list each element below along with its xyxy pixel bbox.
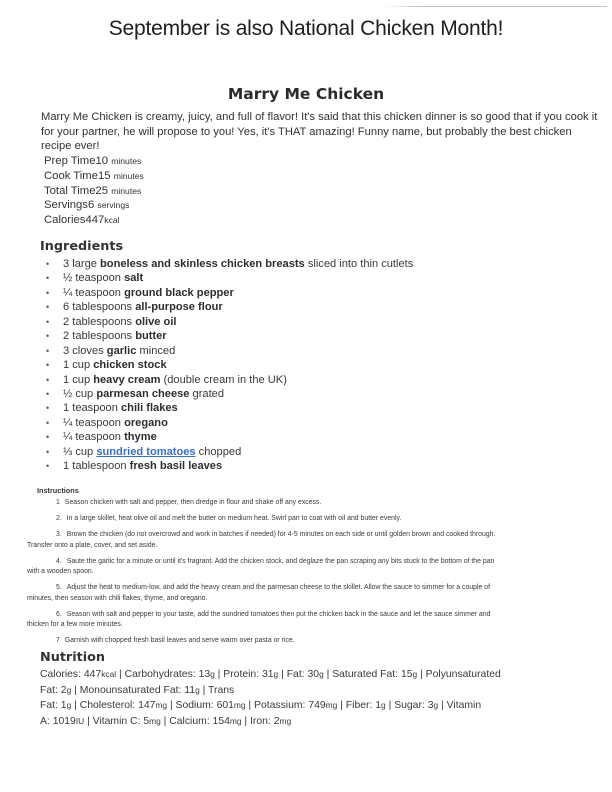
ingredient-item (46, 271, 413, 285)
ingredient-name: parmesan cheese (96, 387, 190, 400)
nutrient-label: Fat: (40, 684, 61, 696)
ingredient-amount: 2 tablespoons (63, 315, 133, 328)
ingredient-name: chili flakes (121, 402, 178, 415)
nutrition-line (40, 667, 560, 683)
ingredients-list (46, 257, 413, 474)
meta-unit: minutes (111, 185, 142, 196)
nutrient-label: Saturated Fat: (332, 669, 401, 680)
meta-label: Total Time (44, 184, 96, 197)
meta-unit: kcal (104, 215, 120, 226)
ingredient-item (46, 344, 413, 358)
ingredient-amount: ½ cup (63, 387, 94, 400)
ingredient-amount: ¼ teaspoon (63, 286, 121, 299)
meta-total-time (44, 184, 144, 199)
nutrient-label: Vitamin (446, 700, 482, 711)
ingredient-item (46, 373, 413, 387)
nutrient-value: 15 (400, 669, 413, 680)
nutrient-unit: mg (279, 715, 292, 726)
nutrient-label: Fiber: (345, 700, 376, 711)
step-text-continued: thicken for a few more minutes. (27, 621, 123, 628)
bullet-icon: • (46, 432, 50, 443)
bullet-icon: • (46, 259, 50, 269)
instructions-heading: Instructions (37, 486, 79, 495)
instruction-step (27, 530, 576, 551)
meta-calories (44, 213, 144, 228)
nutrient-value: 13 (198, 669, 211, 680)
ingredient-note: chopped (198, 445, 242, 458)
nutrient-value: 1 (375, 700, 382, 711)
nutrient-separator: | (385, 700, 395, 711)
nutrient-label: A: (40, 715, 53, 727)
bullet-icon: • (46, 461, 50, 472)
ingredient-item (46, 430, 413, 444)
ingredient-amount: 1 cup (63, 373, 91, 386)
ingredient-amount: ½ teaspoon (63, 272, 121, 285)
nutrient-value: 601 (216, 700, 234, 711)
step-text-continued: Transfer onto a plate, cover, and set aside. (27, 541, 158, 549)
step-number: 5. (56, 584, 62, 591)
meta-value: 6 (87, 199, 95, 212)
step-number: 7 (56, 637, 60, 644)
ingredient-item (46, 387, 413, 401)
meta-label: Calories (44, 214, 86, 227)
ingredient-name: fresh basil leaves (129, 460, 223, 473)
nutrition-facts (40, 667, 560, 729)
nutrition-line (40, 698, 560, 714)
scan-artifact-line (385, 6, 607, 7)
nutrient-unit: g (66, 700, 72, 710)
ingredient-item (46, 459, 413, 473)
nutrient-value: 447 (83, 669, 102, 680)
ingredient-item (46, 416, 413, 430)
step-text-continued: minutes, then season with chili flakes, thyme, and oregano. (27, 594, 208, 602)
ingredient-name: oregano (124, 416, 168, 429)
ingredients-heading: Ingredients (40, 239, 124, 254)
ingredient-item (46, 300, 413, 314)
nutrient-unit: kcal (101, 669, 117, 679)
instruction-step (56, 498, 576, 509)
nutrient-value: 147 (138, 700, 156, 711)
instruction-step (27, 557, 576, 578)
nutrient-separator: | (337, 700, 346, 711)
ingredient-name: butter (135, 330, 167, 343)
meta-value: 10 (95, 155, 109, 167)
nutrient-separator: | (116, 669, 125, 680)
nutrient-label: Carbohydrates: (124, 669, 199, 680)
nutrient-unit: g (412, 669, 418, 679)
nutrient-unit: mg (325, 700, 338, 710)
nutrient-separator: | (167, 700, 176, 711)
bullet-icon: • (46, 446, 50, 457)
nutrient-value: 11 (184, 684, 196, 696)
nutrient-separator: | (438, 700, 447, 711)
ingredient-amount: ⅓ cup (63, 445, 94, 458)
step-text: Season chicken with salt and pepper, then dredge in flour and shake off any excess. (64, 499, 322, 506)
ingredient-name: all-purpose flour (135, 301, 223, 314)
ingredient-amount: 6 tablespoons (63, 301, 133, 314)
step-text: Brown the chicken (do not overcrowd and work in batches if needed) for 4-5 minutes on each side or until golden brown and cooked through. (66, 531, 496, 538)
nutrient-separator: | (323, 669, 333, 680)
instruction-step (56, 636, 576, 647)
nutrient-label: Protein: (223, 669, 262, 680)
ingredient-name: boneless and skinless chicken breasts (100, 258, 305, 270)
nutrient-value: 30 (307, 669, 320, 680)
ingredient-name: chicken stock (93, 359, 167, 372)
ingredient-amount: 1 teaspoon (63, 402, 118, 415)
ingredient-link[interactable]: sundried tomatoes (96, 445, 196, 458)
step-text: In a large skillet, heat olive oil and melt the butter on medium heat. Swirl pan to coat with oil and butter evenly. (66, 515, 402, 522)
nutrient-separator: | (199, 684, 209, 696)
ingredient-item (46, 286, 413, 300)
meta-value: 25 (95, 184, 109, 197)
ingredient-amount: 3 cloves (63, 344, 104, 357)
nutrient-separator: | (278, 669, 287, 680)
nutrient-label: Monounsaturated Fat: (79, 684, 185, 696)
bullet-icon: • (46, 287, 50, 298)
step-number: 4. (56, 557, 62, 565)
ingredient-item (46, 329, 413, 343)
ingredient-amount: 3 large (63, 258, 97, 270)
ingredient-name: thyme (124, 431, 157, 444)
bullet-icon: • (46, 417, 50, 428)
nutrient-unit: IU (75, 715, 85, 726)
nutrient-separator: | (417, 669, 426, 680)
bullet-icon: • (46, 273, 50, 284)
nutrient-separator: | (71, 700, 80, 711)
nutrient-label: Calories: (40, 669, 84, 680)
meta-unit: servings (97, 200, 130, 211)
nutrient-label: Sugar: (394, 700, 428, 711)
nutrition-line (40, 683, 560, 699)
step-number: 1 (56, 499, 60, 506)
meta-prep-time (44, 154, 144, 169)
meta-label: Prep Time (44, 155, 96, 167)
ingredient-note: sliced into thin cutlets (307, 258, 414, 270)
ingredient-note: minced (139, 344, 176, 357)
ingredient-amount: 1 tablespoon (63, 460, 127, 473)
instruction-step (56, 514, 576, 525)
instruction-step (27, 583, 576, 604)
ingredient-name: salt (124, 272, 144, 285)
nutrition-heading: Nutrition (40, 650, 106, 665)
meta-cook-time (44, 169, 144, 184)
nutrient-unit: g (273, 669, 279, 679)
nutrition-line (40, 714, 560, 730)
nutrient-value: 3 (427, 700, 434, 711)
bullet-icon: • (46, 302, 50, 313)
nutrient-value: 1019 (52, 715, 76, 727)
ingredient-item (46, 401, 413, 415)
nutrient-separator: | (214, 669, 224, 680)
nutrient-unit: mg (155, 700, 168, 710)
bullet-icon: • (46, 345, 50, 356)
ingredient-item (46, 445, 413, 459)
page-banner: September is also National Chicken Month! (108, 17, 504, 40)
bullet-icon: • (46, 403, 50, 414)
nutrient-label: Cholesterol: (79, 700, 139, 711)
ingredient-name: heavy cream (93, 373, 161, 386)
step-number: 2. (56, 515, 62, 522)
instruction-step (27, 610, 576, 631)
nutrient-unit: mg (233, 700, 246, 710)
ingredient-amount: 2 tablespoons (63, 330, 133, 343)
nutrient-value: 5 (143, 715, 150, 727)
meta-value: 447 (85, 214, 105, 227)
nutrient-label: Vitamin C: (92, 715, 144, 727)
bullet-icon: • (46, 316, 50, 327)
nutrient-unit: g (195, 684, 200, 695)
instructions-list (27, 498, 576, 652)
nutrient-separator: | (245, 700, 255, 711)
meta-servings (44, 198, 144, 213)
nutrient-separator: | (71, 684, 80, 696)
ingredient-item (46, 257, 413, 271)
nutrient-value: 2 (273, 715, 280, 727)
nutrient-label: Polyunsaturated (425, 669, 501, 680)
meta-unit: minutes (113, 170, 144, 181)
ingredient-name: garlic (106, 344, 137, 357)
meta-unit: minutes (111, 156, 142, 166)
nutrient-separator: | (241, 715, 251, 727)
ingredient-note: grated (192, 387, 225, 400)
step-text-continued: with a wooden spoon. (27, 568, 94, 575)
bullet-icon: • (46, 360, 50, 371)
ingredient-amount: 1 cup (63, 359, 91, 372)
recipe-intro: Marry Me Chicken is creamy, juicy, and full of flavor! It's said that this chicken dinner is so good that if you cook it for your partner, he will propose to you! Yes, it's THAT amazing! Funny name, but probably the best chicken recipe ever! (41, 111, 598, 153)
step-text: Saute the garlic for a minute or until it's fragrant. Add the chicken stock, and deglaze the pan scraping any bits stuck to the bottom of the pan (66, 557, 495, 565)
bullet-icon: • (46, 331, 50, 342)
recipe-title: Marry Me Chicken (227, 85, 385, 103)
bullet-icon: • (46, 388, 50, 399)
nutrient-label: Fat: (40, 700, 61, 711)
recipe-meta (44, 154, 144, 228)
nutrient-unit: mg (229, 715, 242, 726)
nutrient-unit: g (210, 669, 215, 679)
nutrient-value: 1 (60, 700, 67, 711)
nutrient-value: 154 (212, 715, 230, 727)
meta-label: Servings (44, 199, 88, 212)
step-text: Season with salt and pepper to your taste, add the sundried tomatoes then put the chicken back in the sauce and let the sauce simmer and (66, 610, 491, 618)
bullet-icon: • (46, 374, 50, 385)
step-number: 3. (56, 531, 62, 538)
ingredient-note: (double cream in the UK) (163, 373, 287, 386)
nutrient-value: 2 (60, 684, 67, 696)
ingredient-amount: ¼ teaspoon (63, 431, 121, 444)
ingredient-item (46, 315, 413, 329)
step-text: Adjust the heat to medium-low, and add the heavy cream and the parmesan cheese to the skillet. Allow the sauce to simmer for a couple of (66, 584, 490, 591)
nutrient-separator: | (84, 715, 93, 727)
nutrient-unit: mg (149, 715, 161, 726)
ingredient-name: ground black pepper (124, 286, 234, 299)
nutrient-unit: g (66, 684, 72, 695)
nutrient-unit: g (381, 700, 386, 710)
nutrient-unit: g (319, 669, 324, 679)
nutrient-label: Calcium: (169, 715, 213, 727)
meta-value: 15 (98, 169, 111, 182)
nutrient-label: Potassium: (254, 700, 309, 711)
meta-label: Cook Time (44, 169, 98, 182)
nutrient-label: Trans (208, 684, 235, 696)
nutrient-value: 749 (308, 700, 326, 711)
nutrient-unit: g (433, 700, 439, 710)
step-text: Garnish with chopped fresh basil leaves and serve warm over pasta or rice. (64, 637, 295, 644)
nutrient-label: Sodium: (175, 700, 217, 711)
nutrient-value: 31 (261, 669, 274, 680)
nutrient-label: Fat: (286, 669, 308, 680)
nutrient-label: Iron: (250, 715, 274, 727)
ingredient-amount: ¼ teaspoon (63, 416, 121, 429)
nutrient-separator: | (160, 715, 170, 727)
ingredient-item (46, 358, 413, 372)
step-number: 6. (56, 610, 62, 618)
ingredient-name: olive oil (135, 315, 177, 328)
